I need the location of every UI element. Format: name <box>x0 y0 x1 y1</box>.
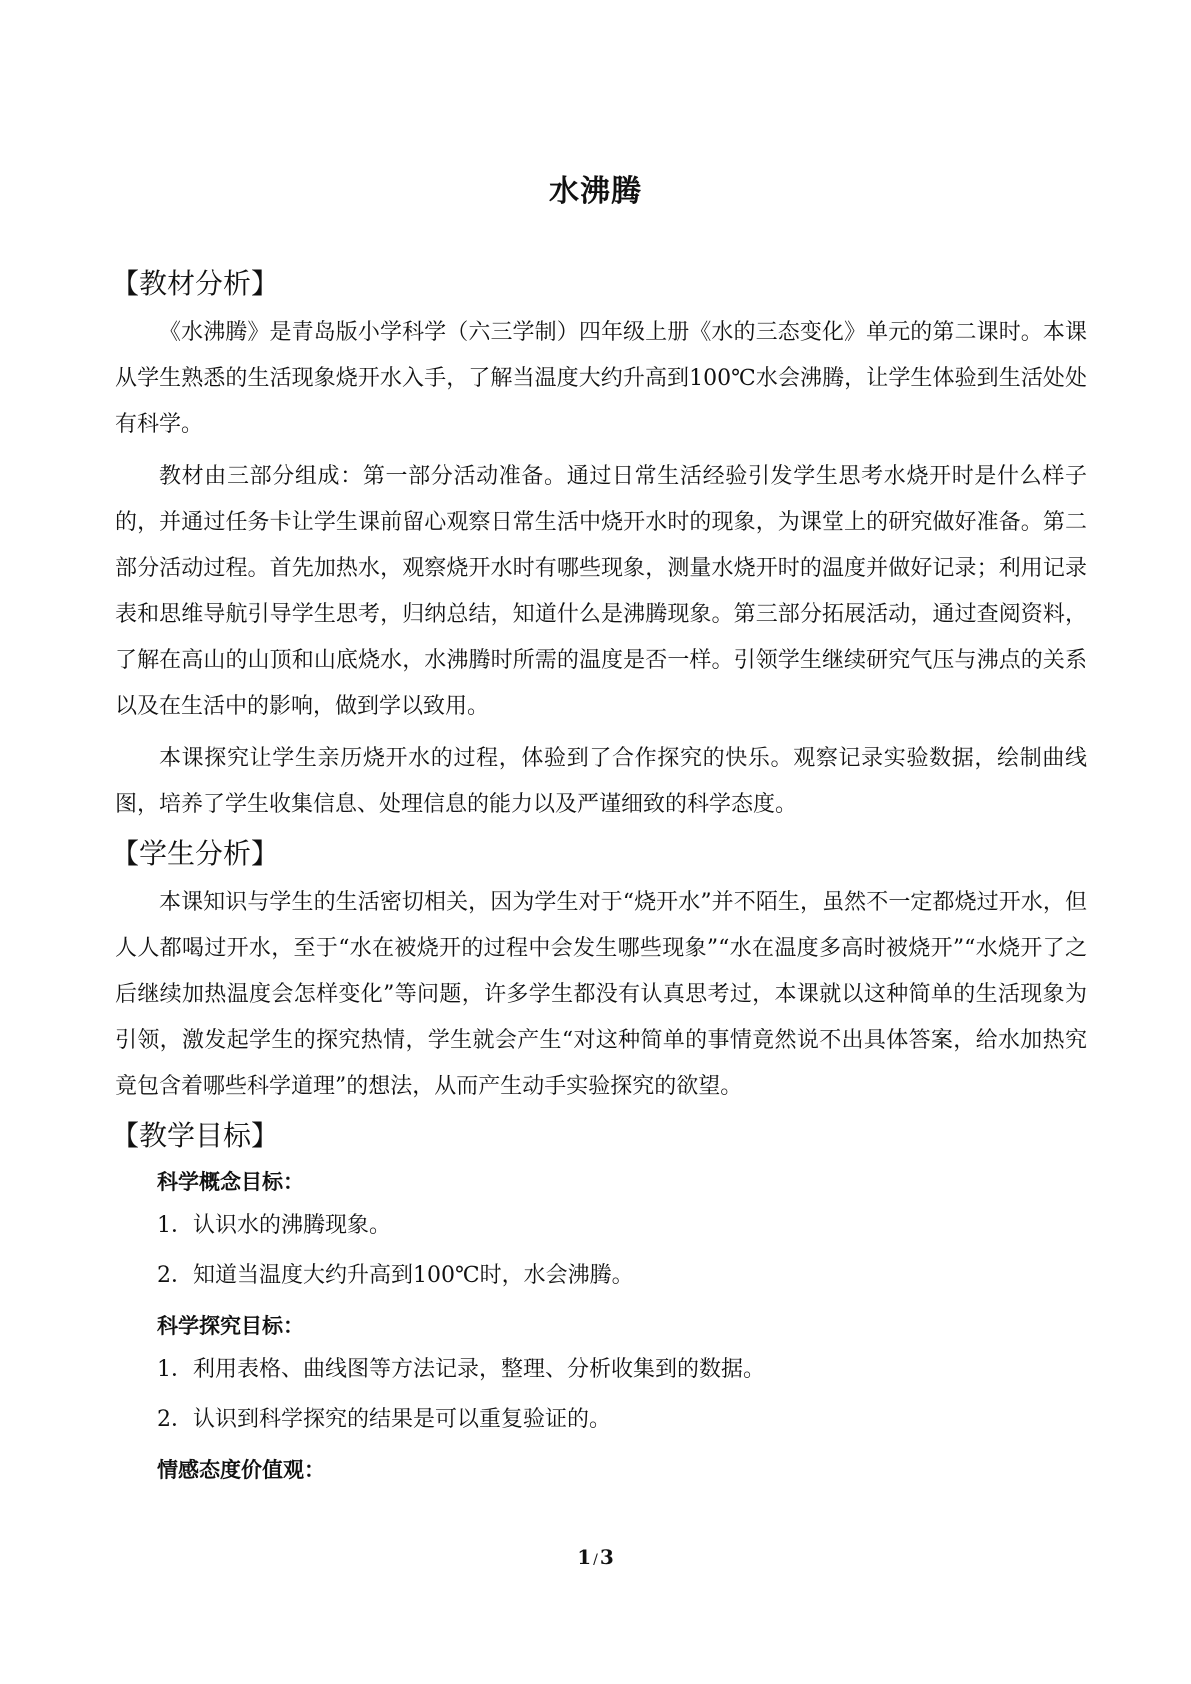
list-item: 2．知道当温度大约升高到100℃时，水会沸腾。 <box>157 1263 634 1288</box>
paragraph: 本课探究让学生亲历烧开水的过程，体验到了合作探究的快乐。观察记录实验数据，绘制曲线图，培养了学生收集信息、处理信息的能力以及严谨细致的科学态度。 <box>115 746 1087 817</box>
attitude-goals-label: 情感态度价值观： <box>157 1458 325 1482</box>
inquiry-goals-label: 科学探究目标： <box>157 1314 304 1338</box>
section-heading: 【教学目标】 <box>111 1119 280 1152</box>
section-heading: 【教材分析】 <box>111 267 280 300</box>
section-teaching-goals <box>111 1116 1087 1490</box>
list-item: 1．认识水的沸腾现象。 <box>157 1213 391 1238</box>
section-heading: 【学生分析】 <box>111 837 280 870</box>
section-student-analysis <box>111 834 1087 1110</box>
current-page-number: 1 <box>577 1545 592 1569</box>
list-item: 2．认识到科学探究的结果是可以重复验证的。 <box>157 1407 611 1432</box>
page-number <box>0 1543 1191 1574</box>
page-separator: / <box>593 1552 598 1568</box>
concept-goals-label: 科学概念目标： <box>157 1170 304 1194</box>
paragraph: 教材由三部分组成：第一部分活动准备。通过日常生活经验引发学生思考水烧开时是什么样子的，并通过任务卡让学生课前留心观察日常生活中烧开水时的现象，为课堂上的研究做好准备。第二部分活动过程。首先加热水，观察烧开水时有哪些现象，测量水烧开时的温度并做好记录；利用记录表和思维导航引导学生思考，归纳总结，知道什么是沸腾现象。第三部分拓展活动，通过查阅资料，了解在高山的山顶和山底烧水，水沸腾时所需的温度是否一样。引领学生继续研究气压与沸点的关系以及在生活中的影响，做到学以致用。 <box>115 464 1087 719</box>
list-item: 1．利用表格、曲线图等方法记录，整理、分析收集到的数据。 <box>157 1357 765 1382</box>
document-body <box>111 264 1087 1494</box>
paragraph: 《水沸腾》是青岛版小学科学（六三学制）四年级上册《水的三态变化》单元的第二课时。本课从学生熟悉的生活现象烧开水入手，了解当温度大约升高到100℃水会沸腾，让学生体验到生活处处有科学。 <box>115 320 1087 437</box>
document-title: 水沸腾 <box>549 174 642 209</box>
total-pages-number: 3 <box>599 1545 614 1569</box>
section-material-analysis <box>111 264 1087 828</box>
paragraph: 本课知识与学生的生活密切相关，因为学生对于“烧开水”并不陌生，虽然不一定都烧过开水，但人人都喝过开水，至于“水在被烧开的过程中会发生哪些现象”“水在温度多高时被烧开”“水烧开了之后继续加热温度会怎样变化”等问题，许多学生都没有认真思考过，本课就以这种简单的生活现象为引领，激发起学生的探究热情，学生就会产生“对这种简单的事情竟然说不出具体答案，给水加热究竟包含着哪些科学道理”的想法，从而产生动手实验探究的欲望。 <box>115 890 1087 1099</box>
